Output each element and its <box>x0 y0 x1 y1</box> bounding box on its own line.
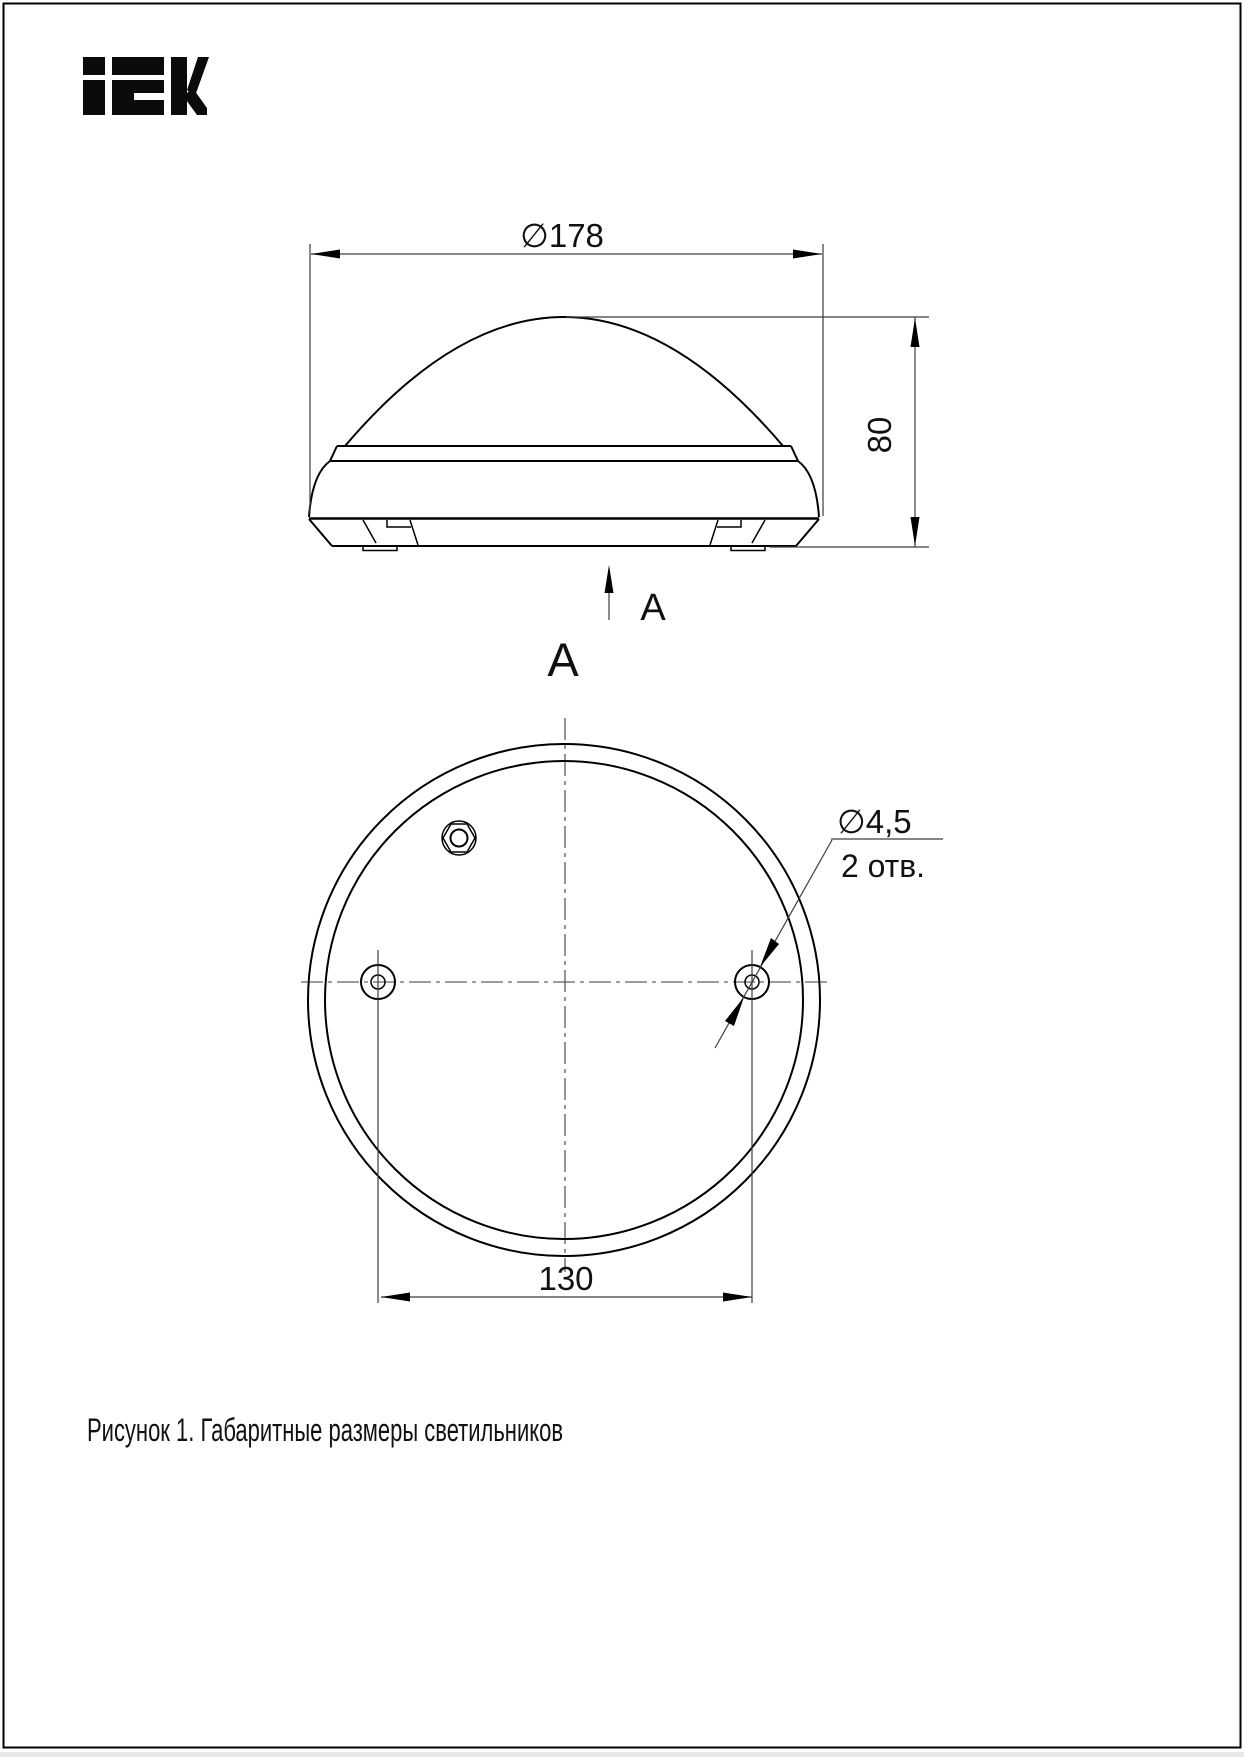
arrowhead-right-icon <box>723 1293 752 1302</box>
figure-caption: Рисунок 1. Габаритные размеры светильников <box>87 1412 563 1448</box>
arrowhead-down-icon <box>911 517 920 546</box>
dimension-height-80 <box>566 317 929 547</box>
arrowhead-up-icon <box>911 318 920 347</box>
iek-logo <box>83 57 209 115</box>
dimension-hole-diameter <box>715 803 943 1048</box>
arrowhead-left-icon <box>311 250 340 259</box>
hex-nut <box>442 821 476 855</box>
leader-arrowhead-upper-icon <box>760 938 779 967</box>
hole-diameter-text: ∅4,5 <box>837 803 912 840</box>
hole-count-text: 2 отв. <box>841 848 925 884</box>
outer-rim-circle <box>308 744 820 1256</box>
height-dim-text: 80 <box>861 416 898 454</box>
page-border <box>4 4 1241 1748</box>
hole-spacing-text: 130 <box>538 1260 594 1297</box>
view-label: A <box>547 633 579 686</box>
section-arrow <box>605 565 667 629</box>
arrowhead-right-icon <box>793 250 822 259</box>
leader-arrowhead-lower-icon <box>725 997 744 1026</box>
diameter-dim-text: ∅178 <box>520 217 604 254</box>
inner-rim-circle <box>325 761 803 1239</box>
dome-outline <box>345 317 783 446</box>
bottom-view <box>301 633 943 1303</box>
section-arrow-label: A <box>640 587 666 629</box>
arrowhead-left-icon <box>381 1293 410 1302</box>
section-arrowhead-icon <box>605 565 614 593</box>
dimension-diameter-178 <box>310 217 823 516</box>
side-view <box>309 317 819 551</box>
